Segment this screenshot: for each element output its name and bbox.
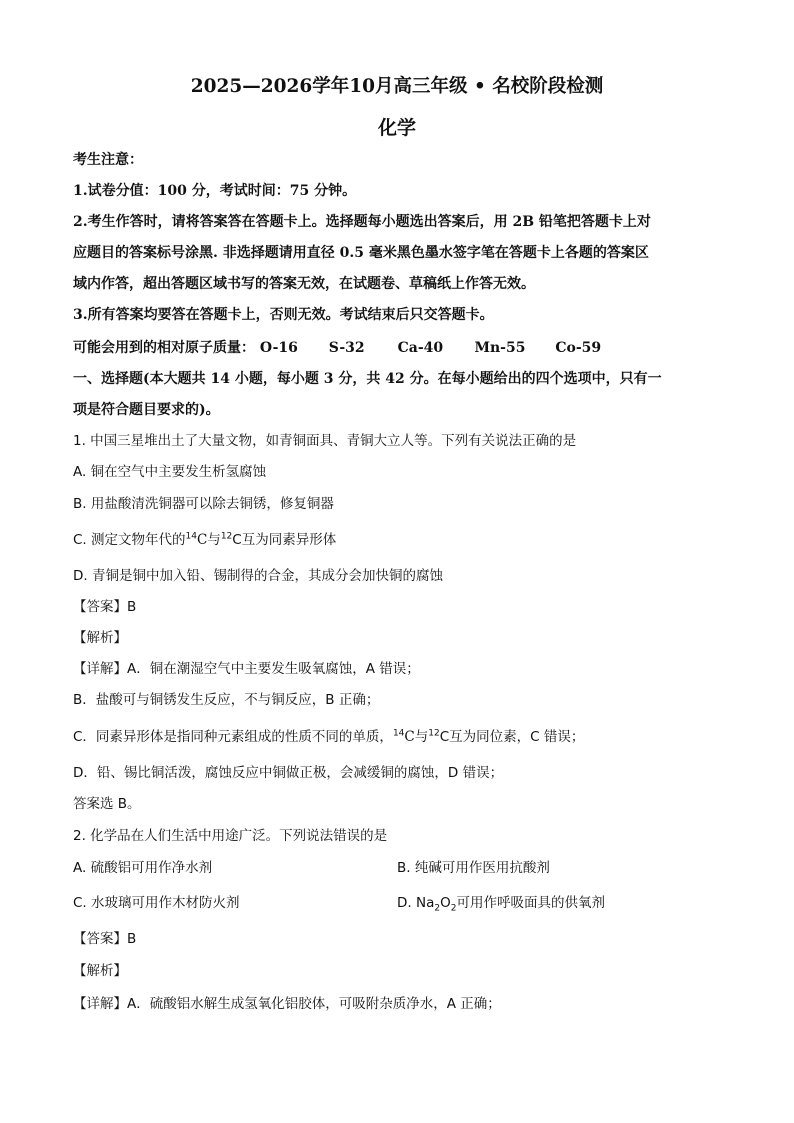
q1-option-a: A. 铜在空气中主要发生析氢腐蚀 (73, 464, 267, 480)
exam-title: 2025—2026学年10月高三年级 • 名校阶段检测 (190, 76, 604, 97)
atomic-mass-mn: Mn-55 (474, 340, 526, 356)
q2-analysis-label: 【解析】 (73, 963, 127, 979)
q1-detail-d: D．铅、锡比铜活泼，腐蚀反应中铜做正极，会减缓铜的腐蚀，D 错误； (73, 765, 504, 781)
q1-option-c-mass-14: 14 (185, 531, 197, 542)
q2-option-c: C. 水玻璃可用作木材防火剂 (73, 895, 240, 911)
q1-analysis-label: 【解析】 (73, 630, 127, 646)
q1-option-b: B. 用盐酸清洗铜器可以除去铜锈，修复铜器 (73, 496, 334, 512)
notice-item-3: 3.所有答案均要答在答题卡上，否则无效。考试结束后只交答题卡。 (73, 307, 494, 323)
q1-option-c-suffix: C互为同素异形体 (232, 532, 337, 548)
q1-option-c-prefix: C. 测定文物年代的 (73, 532, 186, 548)
q1-detail-c-c14: C与 (404, 729, 429, 745)
q1-conclusion: 答案选 B。 (73, 796, 141, 812)
atomic-mass-ca: Ca-40 (397, 340, 444, 356)
atomic-mass-s: S-32 (328, 340, 365, 356)
q2-answer: 【答案】B (73, 931, 137, 947)
atomic-mass-label: 可能会用到的相对原子质量： (73, 340, 255, 356)
q1-detail-c-prefix: C．同素异形体是指同种元素组成的性质不同的单质， (73, 729, 393, 745)
q1-detail-c-suffix: C互为同位素，C 错误； (439, 729, 585, 745)
q2-option-d-sub-na: 2 (434, 903, 441, 914)
q2-detail-a: 【详解】A．硫酸铝水解生成氢氧化铝胶体，可吸附杂质净水，A 正确； (73, 996, 501, 1012)
q2-stem: 2. 化学品在人们生活中用途广泛。下列说法错误的是 (73, 828, 388, 844)
q1-option-d: D. 青铜是铜中加入铅、锡制得的合金，其成分会加快铜的腐蚀 (73, 568, 443, 584)
q1-option-c (73, 530, 336, 550)
q1-detail-c (73, 727, 584, 747)
atomic-mass-o: O-16 (259, 340, 298, 356)
q2-option-d-prefix: D. Na (397, 895, 435, 911)
q1-option-c-mass-12: 12 (220, 531, 233, 542)
q2-option-d-o: O (440, 895, 451, 911)
q1-detail-b: B．盐酸可与铜锈发生反应，不与铜反应，B 正确； (73, 692, 380, 708)
notice-heading: 考生注意： (73, 152, 143, 168)
q2-option-d-sub-o: 2 (450, 903, 457, 914)
q2-option-b: B. 纯碱可用作医用抗酸剂 (397, 860, 550, 876)
section1-instructions-line1: 一、选择题(本大题共 14 小题，每小题 3 分，共 42 分。在每小题给出的四个选项中，只有一 (73, 371, 662, 387)
q2-option-a: A. 硫酸铝可用作净水剂 (73, 860, 213, 876)
q2-option-d (397, 893, 605, 913)
notice-item-1: 1.试卷分值：100 分，考试时间：75 分钟。 (73, 183, 357, 199)
q1-detail-c-mass-14: 14 (392, 728, 405, 739)
q2-option-d-suffix: 可用作呼吸面具的供氧剂 (456, 895, 605, 911)
q1-answer: 【答案】B (73, 599, 137, 615)
notice-item-2-line3: 域内作答，超出答题区域书写的答案无效，在试题卷、草稿纸上作答无效。 (73, 276, 535, 292)
section1-instructions-line2: 项是符合题目要求的)。 (73, 402, 220, 418)
q1-detail-a: 【详解】A．铜在潮湿空气中主要发生吸氧腐蚀，A 错误； (73, 661, 420, 677)
atomic-mass-line (73, 338, 601, 358)
subject-title: 化学 (377, 117, 416, 139)
q1-detail-c-mass-12: 12 (428, 728, 440, 739)
q1-option-c-c14: C与 (196, 532, 221, 548)
atomic-mass-co: Co-59 (555, 340, 602, 356)
q1-stem: 1. 中国三星堆出土了大量文物，如青铜面具、青铜大立人等。下列有关说法正确的是 (73, 433, 577, 449)
notice-item-2-line1: 2.考生作答时，请将答案答在答题卡上。选择题每小题选出答案后，用 2B 铅笔把答题卡上对 (73, 214, 651, 230)
notice-item-2-line2: 应题目的答案标号涂黑. 非选择题请用直径 0.5 毫米黑色墨水签字笔在答题卡上各题的答案区 (73, 245, 649, 261)
